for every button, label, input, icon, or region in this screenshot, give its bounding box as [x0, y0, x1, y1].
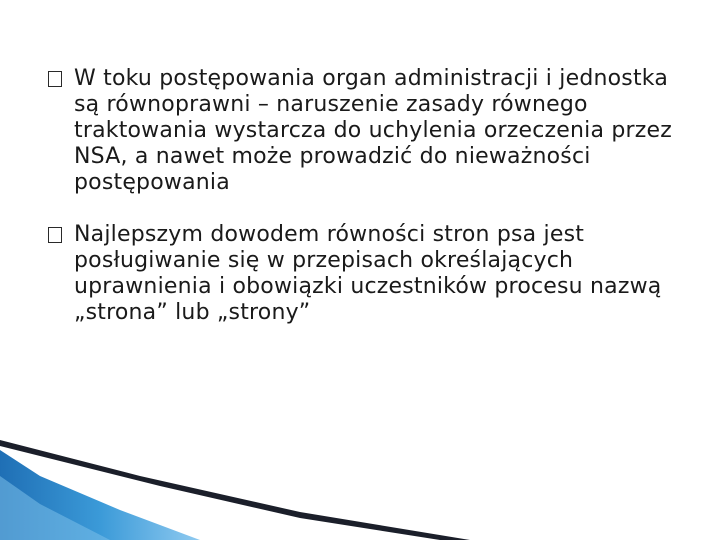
checkbox-icon [48, 227, 62, 243]
bullet-text: Najlepszym dowodem równości stron psa jest posługiwanie się w przepisach określających uprawnienia i obowiązki uczestników procesu nazwą „strona” lub „strony” [74, 222, 662, 325]
slide-content [48, 66, 688, 352]
bullet-text: W toku postępowania organ administracji i jednostka są równoprawni – naruszenie zasady równego traktowania wystarcza do uchylenia orzeczenia przez NSA, a nawet może prowadzić do nieważności postępowania [74, 66, 672, 195]
corner-decoration [0, 440, 720, 540]
bullet-item [48, 66, 688, 196]
bullet-item [48, 222, 688, 326]
checkbox-icon [48, 71, 62, 87]
